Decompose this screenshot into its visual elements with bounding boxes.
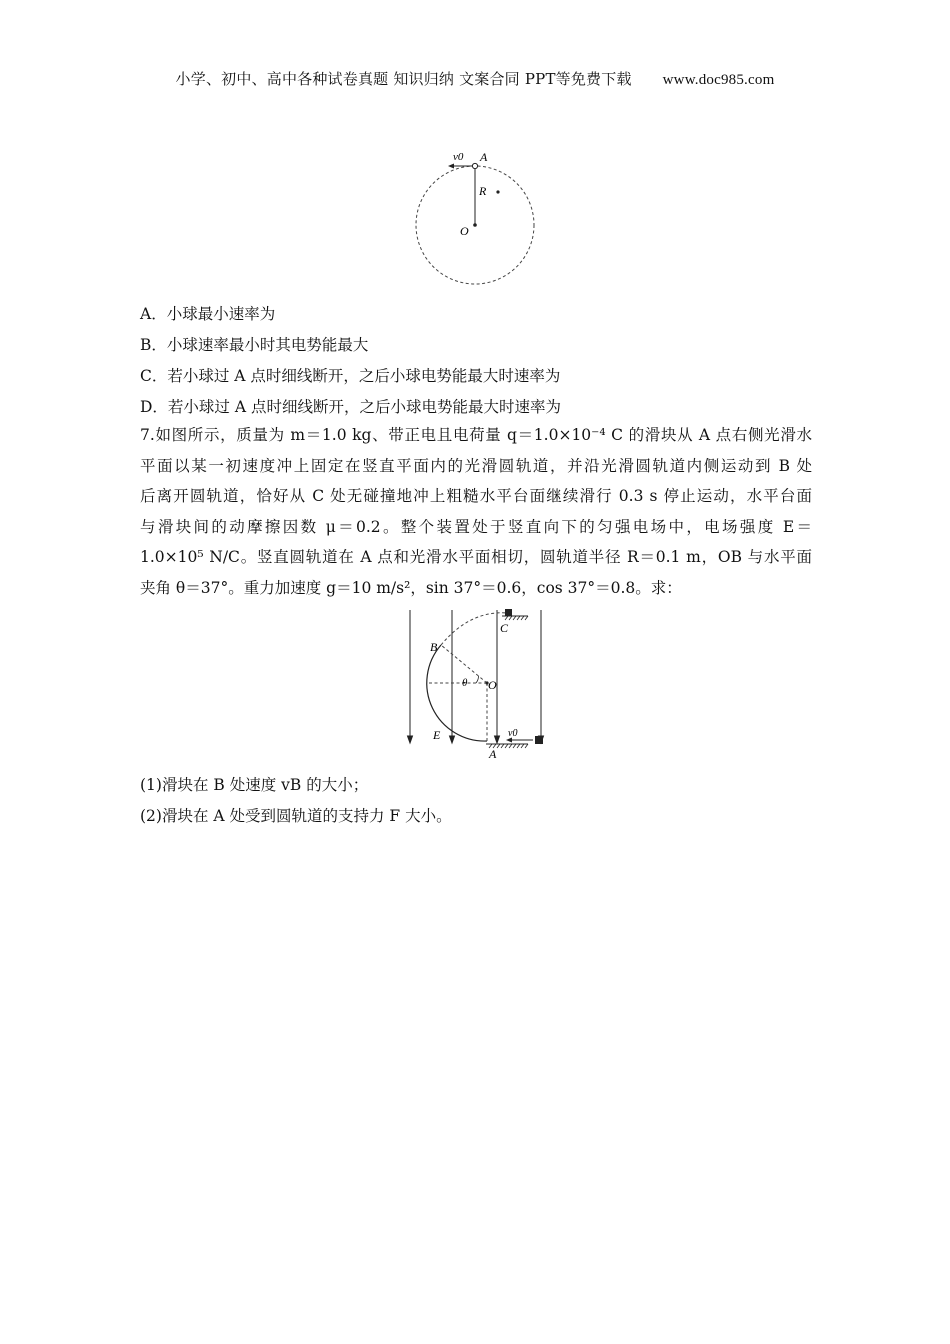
problem-7-text	[140, 420, 812, 603]
label-O: O	[488, 678, 497, 692]
option-B: B．小球速率最小时其电势能最大	[140, 336, 369, 354]
electric-field-lines	[408, 610, 544, 743]
question-2: (2)滑块在 A 处受到圆轨道的支持力 F 大小。	[140, 807, 452, 825]
header-site: www.doc985.com	[662, 72, 775, 88]
problem-7-line: 与滑块间的动摩擦因数 μ＝0.2。整个装置处于竖直向下的匀强电场中，电场强度 E＝	[140, 517, 812, 536]
label-v0: v0	[508, 728, 518, 739]
problem-7-line: 平面以某一初速度冲上固定在竖直平面内的光滑圆轨道，并沿光滑圆轨道内侧运动到 B 处	[140, 456, 812, 475]
figure-circle-diagram	[405, 145, 545, 295]
label-B: B	[430, 640, 438, 654]
block-at-A	[535, 736, 543, 744]
label-A: A	[489, 747, 497, 761]
problem-7-line: 7.如图所示，质量为 m＝1.0 kg、带正电且电荷量 q＝1.0×10⁻⁴ C 的滑块从 A 点右侧光滑水	[140, 426, 812, 444]
problem-7-line: 后离开圆轨道，恰好从 C 处无碰撞地冲上粗糙水平台面继续滑行 0.3 s 停止运动，水平台面	[140, 487, 812, 505]
question-1: (1)滑块在 B 处速度 vB 的大小；	[140, 776, 369, 794]
option-C: C．若小球过 A 点时细线断开，之后小球电势能最大时速率为	[140, 367, 561, 385]
label-C: C	[500, 621, 509, 635]
charge-dot	[496, 190, 499, 193]
theta-arc	[476, 676, 479, 683]
projectile-path	[441, 613, 508, 645]
problem-7-line: 1.0×10⁵ N/C。竖直圆轨道在 A 点和光滑水平面相切，圆轨道半径 R＝0.1 m，OB 与水平面	[140, 548, 812, 566]
label-R: R	[479, 184, 487, 198]
label-theta: θ	[462, 677, 468, 689]
option-A: A．小球最小速率为	[140, 305, 276, 323]
page-header	[0, 68, 950, 89]
problem-7-line: 夹角 θ＝37°。重力加速度 g＝10 m/s²，sin 37°＝0.6，cos 37°＝0.8。求：	[140, 578, 682, 597]
point-O	[473, 223, 477, 227]
point-A	[472, 163, 477, 168]
figure-track-diagram	[400, 605, 550, 767]
velocity-arrowhead	[448, 164, 454, 169]
header-text: 小学、初中、高中各种试卷真题 知识归纳 文案合同 PPT等免费下载	[175, 70, 632, 88]
block-at-C	[505, 609, 512, 616]
label-A: A	[480, 150, 488, 164]
label-O: O	[460, 224, 469, 238]
platform-C-hatch	[505, 616, 528, 620]
label-v0: v0	[453, 151, 464, 163]
label-E: E	[433, 728, 441, 742]
circular-track	[427, 645, 487, 741]
option-D: D．若小球过 A 点时细线断开，之后小球电势能最大时速率为	[140, 398, 561, 416]
